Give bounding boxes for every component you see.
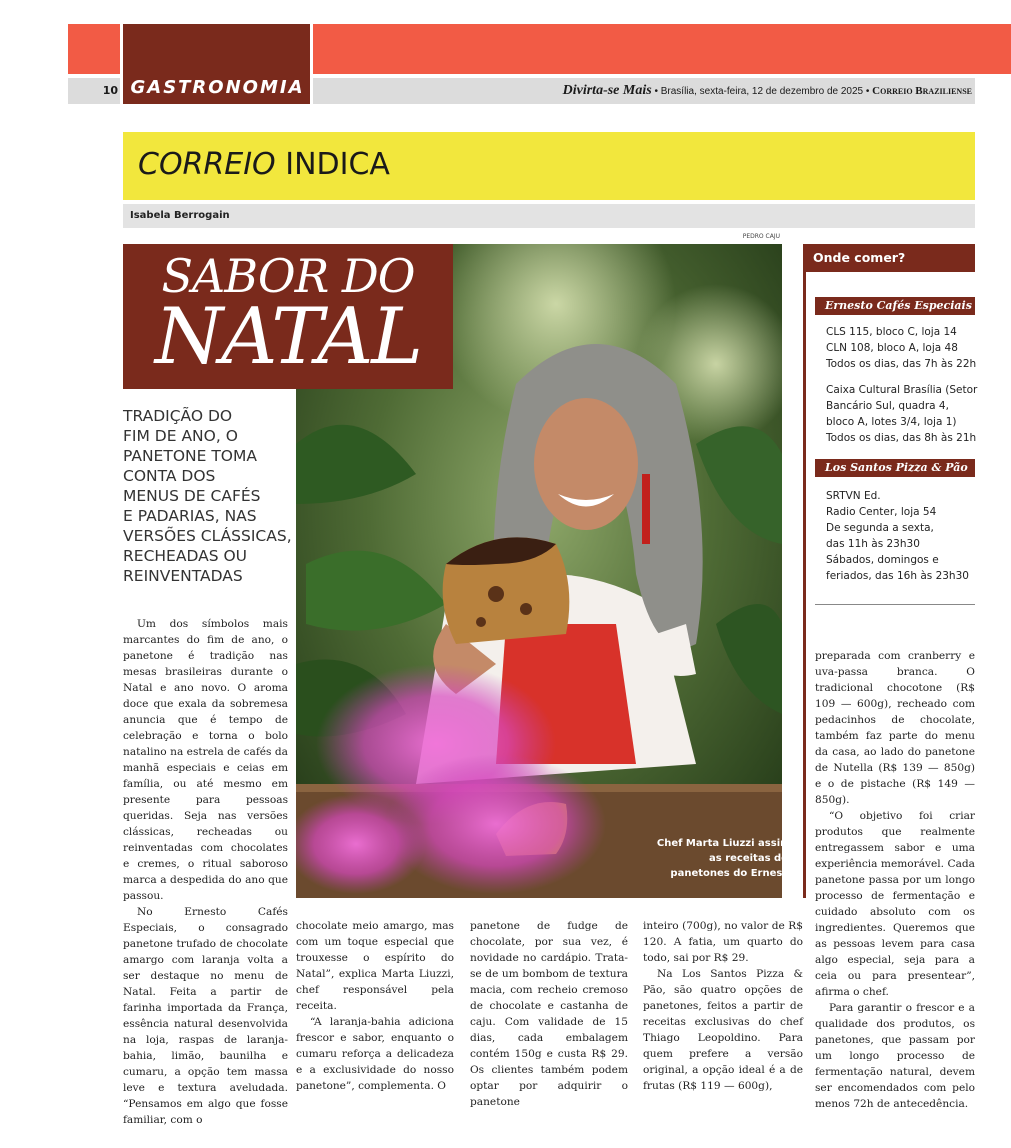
photo-credit: PEDRO CAJU [742,233,780,240]
deck-line: PANETONE TOMA [123,447,257,465]
bullet: • [865,86,873,97]
sidebar-title: Onde comer? [803,244,975,272]
body-paragraph: inteiro (700g), no valor de R$ 120. A fatia, um quarto do todo, sai por R$ 29. [643,920,803,964]
deck-line: E PADARIAS, NAS [123,507,257,525]
headline-line-1: SABOR DO [161,249,415,303]
body-paragraph: panetone de fudge de chocolate, por sua vez, é novidade no cardápio. Trata-se de um bombom de textura macia, com recheio cremoso de chocolate e castanha de caju. Com validade de 15 dias, cada embalagem contém 150g e custa R$ 29. Os clientes também podem optar por adquirir o panetone [470,920,628,1108]
column-header [138,140,390,190]
column-header-italic: CORREIO [138,147,276,182]
photo-caption: Chef Marta Liuzzi assina as receitas dos panetones do Ernesto [656,838,794,879]
header-meta [320,80,972,102]
body-paragraph: Para garantir o frescor e a qualidade dos produtos, os panetones, que passam por um longo processo de fermentação natural, devem ser encomendados com pelo menos 72h de antecedência. [815,1002,975,1110]
sidebar-line: Sábados, domingos e [826,554,939,566]
sidebar-line: Todos os dias, das 7h às 22h [826,358,977,370]
sidebar-line: CLS 115, bloco C, loja 14 [826,326,957,338]
sidebar-line: Caixa Cultural Brasília (Setor [826,384,978,396]
sidebar-line: SRTVN Ed. [826,490,881,502]
deck [123,406,292,586]
deck-line: REINVENTADAS [123,567,243,585]
body-paragraph: “A laranja-bahia adiciona frescor e sabor, enquanto o cumaru reforça a delicadeza e a exclusividade do nosso panetone”, complementa. O [296,1016,454,1092]
sidebar-line: bloco A, lotes 3/4, loja 1) [826,416,957,428]
deck-line: VERSÕES CLÁSSICAS, [123,527,292,545]
header-coral-bar-right [313,24,1011,74]
sidebar-line: Radio Center, loja 54 [826,506,937,518]
deck-line: TRADIÇÃO DO [123,407,233,425]
sidebar-venue-los-santos-info [826,488,981,584]
headline-line-2: NATAL [154,292,422,382]
author-bar [123,204,975,228]
deck-line: MENUS DE CAFÉS [123,487,261,505]
sidebar-rule [803,272,806,898]
sidebar-line: Bancário Sul, quadra 4, [826,400,949,412]
sidebar-line: das 11h às 23h30 [826,538,920,550]
body-column-1 [123,616,288,1128]
body-column-4 [643,918,803,1094]
page-number: 10 [102,84,118,97]
sidebar-line: CLN 108, bloco A, loja 48 [826,342,958,354]
body-paragraph: “O objetivo foi criar produtos que realmente entregassem sabor e uma experiência memorável. Cada panetone passa por um longo processo de fermentação e cuidado absoluto com os ingredientes. Queremos que as pessoas levem para casa algo especial, seja para a ceia ou para presentear”, afirma o chef. [815,810,975,998]
bullet: • [654,86,661,97]
deck-line: CONTA DOS [123,467,216,485]
sidebar-spacer [826,372,981,382]
sidebar-line: feriados, das 16h às 23h30 [826,570,969,582]
author-name: Isabela Berrogain [130,210,230,221]
body-paragraph: chocolate meio amargo, mas com um toque especial que trouxesse o espírito do Natal”, explica Marta Liuzzi, chef responsável pela receita. [296,920,454,1012]
section-label: GASTRONOMIA [130,77,305,98]
newspaper-name: Correio Braziliense [872,85,972,97]
sidebar-venue-ernesto-info [826,324,981,446]
sidebar-line: De segunda a sexta, [826,522,934,534]
body-paragraph: Um dos símbolos mais marcantes do fim de ano, o panetone é tradição nas mesas brasileiras durante o Natal e ano novo. O aroma doce que exala da sobremesa anuncia que é tempo de celebração e torna o bolo natalino na estrela de cafés da manhã especiais e ceias em família, ou até mesmo em presente para pessoas queridas. Seja nas versões clássicas, recheadas ou reinventadas com chocolates e cremes, o ritual saboroso marca a despedida do ano que passou. [123,618,288,902]
sidebar-line: Todos os dias, das 8h às 21h [826,432,977,444]
dateline: Brasília, sexta-feira, 12 de dezembro de 2025 [660,86,864,97]
sidebar-bottom-rule [815,604,975,605]
column-header-plain: INDICA [285,147,390,182]
header-coral-bar-left [68,24,120,74]
body-column-2 [296,918,454,1094]
body-column-5 [815,648,975,1112]
body-paragraph: No Ernesto Cafés Especiais, o consagrado panetone trufado de chocolate amargo com laranja volta a ser destaque no menu de Natal. Feita a partir de farinha importada da França, essência natural desenvolvida na loja, raspas de laranja-bahia, limão, baunilha e cumaru, a opção tem massa leve e textura aveludada. “Pensamos em algo que fosse familiar, com o [123,906,288,1126]
body-column-3 [470,918,628,1110]
body-paragraph: Na Los Santos Pizza & Pão, são quatro opções de panetones, feitos a partir de receitas exclusivas do chef Thiago Leopoldino. Para quem prefere a versão original, a opção ideal é a de frutas (R$ 119 — 600g), [643,968,803,1092]
sidebar-venue-ernesto: Ernesto Cafés Especiais [815,297,975,315]
sidebar-venue-los-santos: Los Santos Pizza & Pão [815,459,975,477]
deck-line: FIM DE ANO, O [123,427,238,445]
body-paragraph: preparada com cranberry e uva-passa branca. O tradicional chocotone (R$ 109 — 600g), recheado com pedacinhos de chocolate, também faz parte do menu da casa, ao lado do panetone de Nutella (R$ 139 — 850g) e o de pistache (R$ 149 — 850g). [815,650,975,806]
supplement-name: Divirta-se Mais [562,83,652,98]
deck-line: RECHEADAS OU [123,547,248,565]
